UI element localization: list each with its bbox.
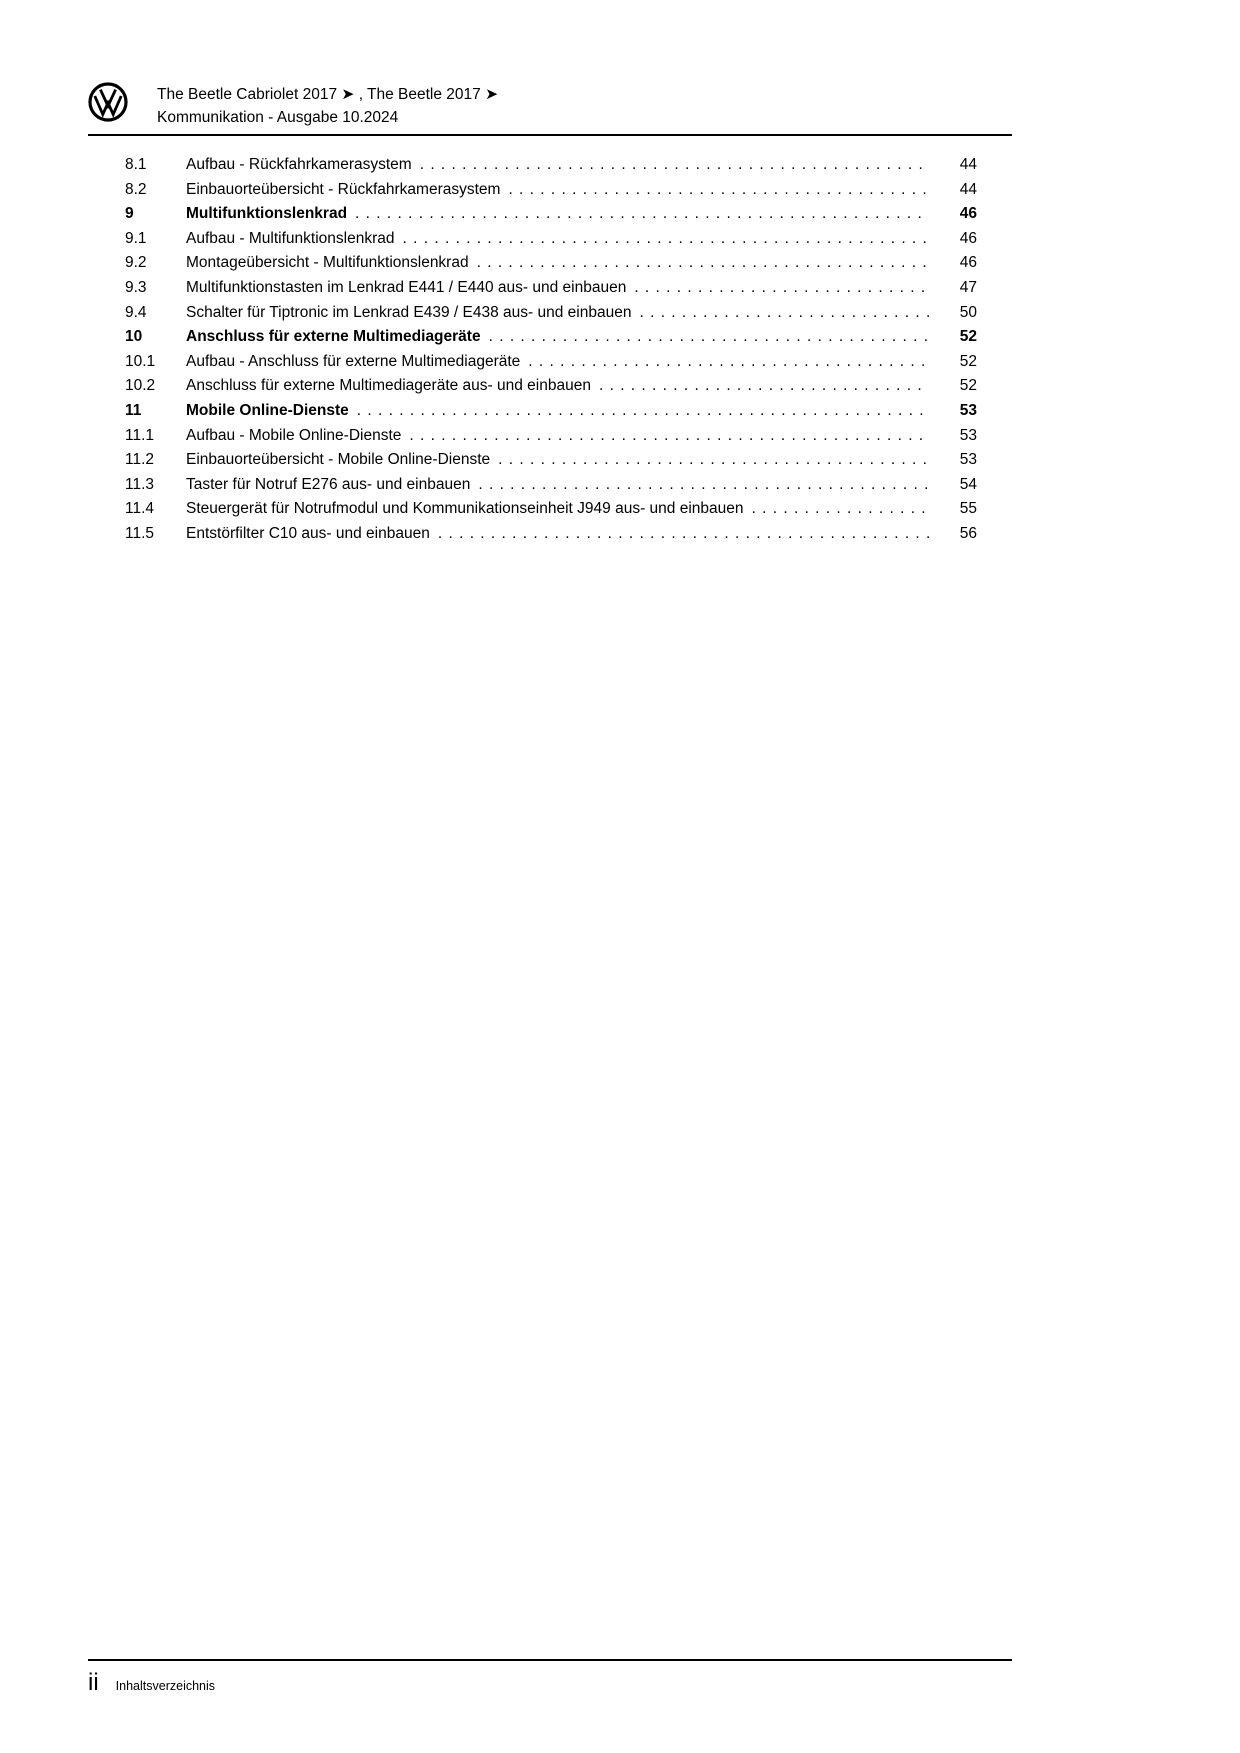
toc-entry-title: Taster für Notruf E276 aus- und einbauen bbox=[186, 475, 471, 493]
footer-page-number: ii bbox=[88, 1669, 99, 1696]
toc-entry bbox=[125, 227, 977, 252]
header-model-line: The Beetle Cabriolet 2017 ➤ , The Beetle 2017 ➤ bbox=[157, 86, 499, 103]
toc-entry-page: 46 bbox=[959, 205, 977, 223]
toc-entry bbox=[125, 178, 977, 203]
toc-leader-dots bbox=[634, 276, 929, 301]
toc-entry-title: Montageübersicht - Multifunktionslenkrad bbox=[186, 254, 469, 272]
toc-entry-title: Aufbau - Multifunktionslenkrad bbox=[186, 229, 395, 247]
toc-entry-page: 53 bbox=[959, 426, 977, 444]
toc-entry-number: 11.5 bbox=[125, 524, 155, 542]
toc-entry bbox=[125, 325, 977, 350]
toc-entry bbox=[125, 350, 977, 375]
toc-entry-title: Schalter für Tiptronic im Lenkrad E439 / E438 aus- und einbauen bbox=[186, 303, 632, 321]
toc-entry-number: 10.2 bbox=[125, 377, 156, 395]
toc-entry-title: Aufbau - Mobile Online-Dienste bbox=[186, 426, 402, 444]
toc-entry-title: Steuergerät für Notrufmodul und Kommunikationseinheit J949 aus- und einbauen bbox=[186, 500, 744, 518]
toc-entry-number: 8.2 bbox=[125, 180, 147, 198]
toc-leader-dots bbox=[599, 374, 929, 399]
toc-leader-dots bbox=[528, 350, 929, 375]
toc-entry-title: Einbauorteübersicht - Rückfahrkamerasystem bbox=[186, 180, 501, 198]
toc-entry-number: 9.2 bbox=[125, 254, 147, 272]
toc-entry bbox=[125, 497, 977, 522]
toc-leader-dots bbox=[403, 227, 929, 252]
toc-entry-number: 9 bbox=[125, 205, 134, 223]
toc-entry-page: 44 bbox=[959, 180, 977, 198]
vw-logo-icon bbox=[88, 82, 128, 122]
toc-entry-number: 11.4 bbox=[125, 500, 155, 518]
toc-entry-number: 11.1 bbox=[125, 426, 155, 444]
toc-entry-title: Multifunktionstasten im Lenkrad E441 / E440 aus- und einbauen bbox=[186, 278, 627, 296]
toc-entry-title: Multifunktionslenkrad bbox=[186, 205, 348, 223]
toc-entry bbox=[125, 374, 977, 399]
toc-entry-title: Aufbau - Rückfahrkamerasystem bbox=[186, 156, 412, 173]
toc-entry-page: 50 bbox=[959, 303, 977, 321]
toc-entry bbox=[125, 399, 977, 424]
document-footer bbox=[88, 1669, 215, 1697]
toc-entry-page: 54 bbox=[959, 475, 977, 493]
header-edition-line: Kommunikation - Ausgabe 10.2024 bbox=[157, 109, 399, 126]
toc-entry bbox=[125, 251, 977, 276]
toc-entry bbox=[125, 301, 977, 326]
header-rule bbox=[88, 134, 1012, 136]
toc-entry-title: Anschluss für externe Multimediageräte aus- und einbauen bbox=[186, 377, 591, 395]
toc-entry bbox=[125, 202, 977, 227]
footer-rule bbox=[88, 1659, 1012, 1661]
toc-leader-dots bbox=[355, 202, 929, 227]
toc-entry-number: 11 bbox=[125, 401, 142, 419]
toc-entry-title: Anschluss für externe Multimediageräte bbox=[186, 328, 481, 346]
toc-leader-dots bbox=[489, 325, 929, 350]
footer-section-label: Inhaltsverzeichnis bbox=[115, 1679, 216, 1693]
toc-entry-title: Entstörfilter C10 aus- und einbauen bbox=[186, 524, 430, 542]
toc-entry-page: 52 bbox=[959, 328, 977, 346]
header-text-block bbox=[157, 82, 498, 129]
toc-entry-page: 53 bbox=[959, 451, 977, 469]
toc-entry-number: 10.1 bbox=[125, 352, 156, 370]
toc-entry bbox=[125, 522, 977, 547]
toc-entry bbox=[125, 276, 977, 301]
toc-entry-number: 11.3 bbox=[125, 475, 155, 493]
toc-leader-dots bbox=[438, 522, 929, 547]
toc-entry-page: 52 bbox=[959, 352, 977, 370]
toc-entry bbox=[125, 424, 977, 449]
toc-leader-dots bbox=[639, 301, 929, 326]
toc-entry-title: Einbauorteübersicht - Mobile Online-Dienste bbox=[186, 451, 491, 469]
toc-entry-number: 9.3 bbox=[125, 278, 147, 296]
toc-leader-dots bbox=[508, 178, 929, 203]
toc-entry-number: 10 bbox=[125, 328, 143, 346]
toc-entry bbox=[125, 473, 977, 498]
toc-entry-page: 44 bbox=[959, 156, 977, 173]
toc-entry bbox=[125, 448, 977, 473]
toc-entry-number: 11.2 bbox=[125, 451, 155, 469]
toc-entry-page: 46 bbox=[959, 254, 977, 272]
document-header bbox=[88, 82, 498, 129]
toc-entry-title: Aufbau - Anschluss für externe Multimediageräte bbox=[186, 352, 521, 370]
toc-leader-dots bbox=[498, 448, 929, 473]
toc-leader-dots bbox=[420, 153, 929, 178]
toc-entry-page: 52 bbox=[959, 377, 977, 395]
toc-entry-page: 56 bbox=[959, 524, 977, 542]
toc-entry-page: 47 bbox=[959, 278, 977, 296]
toc-leader-dots bbox=[409, 424, 929, 449]
toc-leader-dots bbox=[478, 473, 929, 498]
toc-entry-title: Mobile Online-Dienste bbox=[186, 401, 349, 419]
toc-entry-page: 53 bbox=[959, 401, 977, 419]
toc-leader-dots bbox=[752, 497, 930, 522]
toc-entry bbox=[125, 153, 977, 178]
toc-entry-number: 9.1 bbox=[125, 229, 147, 247]
toc-entry-page: 46 bbox=[959, 229, 977, 247]
toc-entry-number: 9.4 bbox=[125, 303, 147, 321]
toc-entry-number: 8.1 bbox=[125, 156, 147, 173]
toc-leader-dots bbox=[357, 399, 929, 424]
toc-entry-page: 55 bbox=[959, 500, 977, 518]
toc-leader-dots bbox=[477, 251, 929, 276]
toc bbox=[125, 153, 977, 547]
